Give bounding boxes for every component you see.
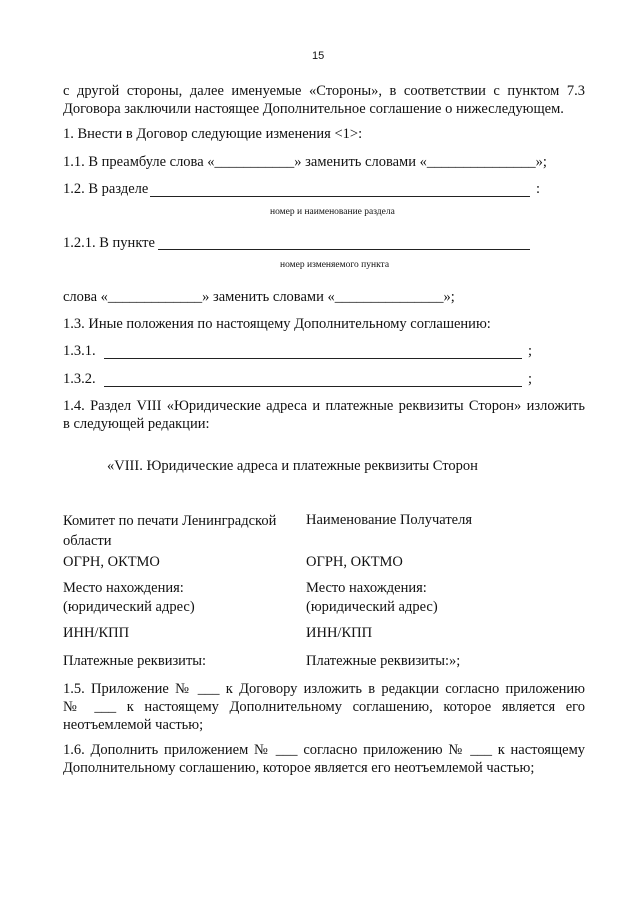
intro-line-2: Договора заключили настоящее Дополнительное соглашение о нижеследующем. xyxy=(63,101,564,117)
item-1-5-line-3: неотъемлемой частью; xyxy=(63,717,204,733)
intro-paragraph xyxy=(63,82,585,118)
item-1-2-line xyxy=(150,196,530,197)
item-1-2-caption: номер и наименование раздела xyxy=(270,207,395,217)
item-1-3-2-line xyxy=(104,386,522,387)
section-heading: «VIII. Юридические адреса и платежные реквизиты Сторон xyxy=(107,458,478,474)
item-1-3-1-line xyxy=(104,358,522,359)
item-1-3-2-end: ; xyxy=(528,371,533,387)
item-1-4-line-2: в следующей редакции: xyxy=(63,416,210,432)
item-1-2-end: : xyxy=(536,181,541,197)
item-1-3-2-label: 1.3.2. xyxy=(63,371,96,387)
item-1-4 xyxy=(63,397,585,433)
item-1-3-1-label: 1.3.1. xyxy=(63,343,96,359)
item-1-5-line-2: № ___ к настоящему Дополнительному соглашению, которое является его xyxy=(63,699,585,715)
party-left-ogrn: ОГРН, ОКТМО xyxy=(63,554,160,570)
party-left-inn: ИНН/КПП xyxy=(63,625,130,641)
item-1-4-line-1: 1.4. Раздел VIII «Юридические адреса и платежные реквизиты Сторон» изложить xyxy=(63,398,585,414)
item-1-5-line-1: 1.5. Приложение № ___ к Договору изложить в редакции согласно приложению xyxy=(63,681,585,697)
party-right-name: Наименование Получателя xyxy=(306,512,473,528)
intro-line-1: с другой стороны, далее именуемые «Стороны», в соответствии с пунктом 7.3 xyxy=(63,83,585,99)
party-left-address-line-2: (юридический адрес) xyxy=(63,599,195,615)
party-right-address-line-1: Место нахождения: xyxy=(306,580,427,596)
item-1-1: 1.1. В преамбуле слова «___________» заменить словами «_______________»; xyxy=(63,154,547,170)
party-left-name-line-1: Комитет по печати Ленинградской xyxy=(63,513,277,529)
item-1-2-1-line xyxy=(158,249,530,250)
party-right-address-line-2: (юридический адрес) xyxy=(306,599,438,615)
item-1-3-1-end: ; xyxy=(528,343,533,359)
item-1-6-line-1: 1.6. Дополнить приложением № ___ согласно приложению № ___ к настоящему xyxy=(63,742,585,758)
item-1-5 xyxy=(63,680,585,734)
item-1-2-1-label: 1.2.1. В пункте xyxy=(63,235,155,251)
party-right-inn: ИНН/КПП xyxy=(306,625,373,641)
item-1-6-line-2: Дополнительному соглашению, которое является его неотъемлемой частью; xyxy=(63,760,535,776)
item-1-3: 1.3. Иные положения по настоящему Дополнительному соглашению: xyxy=(63,316,491,332)
item-1-6 xyxy=(63,741,585,777)
party-left-address-line-1: Место нахождения: xyxy=(63,580,184,596)
item-1-2-1-caption: номер изменяемого пункта xyxy=(280,260,390,270)
party-left-name xyxy=(63,511,276,551)
party-right-ogrn: ОГРН, ОКТМО xyxy=(306,554,403,570)
party-left-name-line-2: области xyxy=(63,533,112,549)
party-right-payment: Платежные реквизиты:»; xyxy=(306,653,461,669)
party-right-address xyxy=(306,579,438,617)
item-1-2-label: 1.2. В разделе xyxy=(63,181,149,197)
party-left-payment: Платежные реквизиты: xyxy=(63,653,207,669)
words-replace: слова «_____________» заменить словами «_______________»; xyxy=(63,289,455,305)
page-number: 15 xyxy=(312,50,325,62)
item-1: 1. Внести в Договор следующие изменения <1>: xyxy=(63,126,363,142)
party-left-address xyxy=(63,579,195,617)
